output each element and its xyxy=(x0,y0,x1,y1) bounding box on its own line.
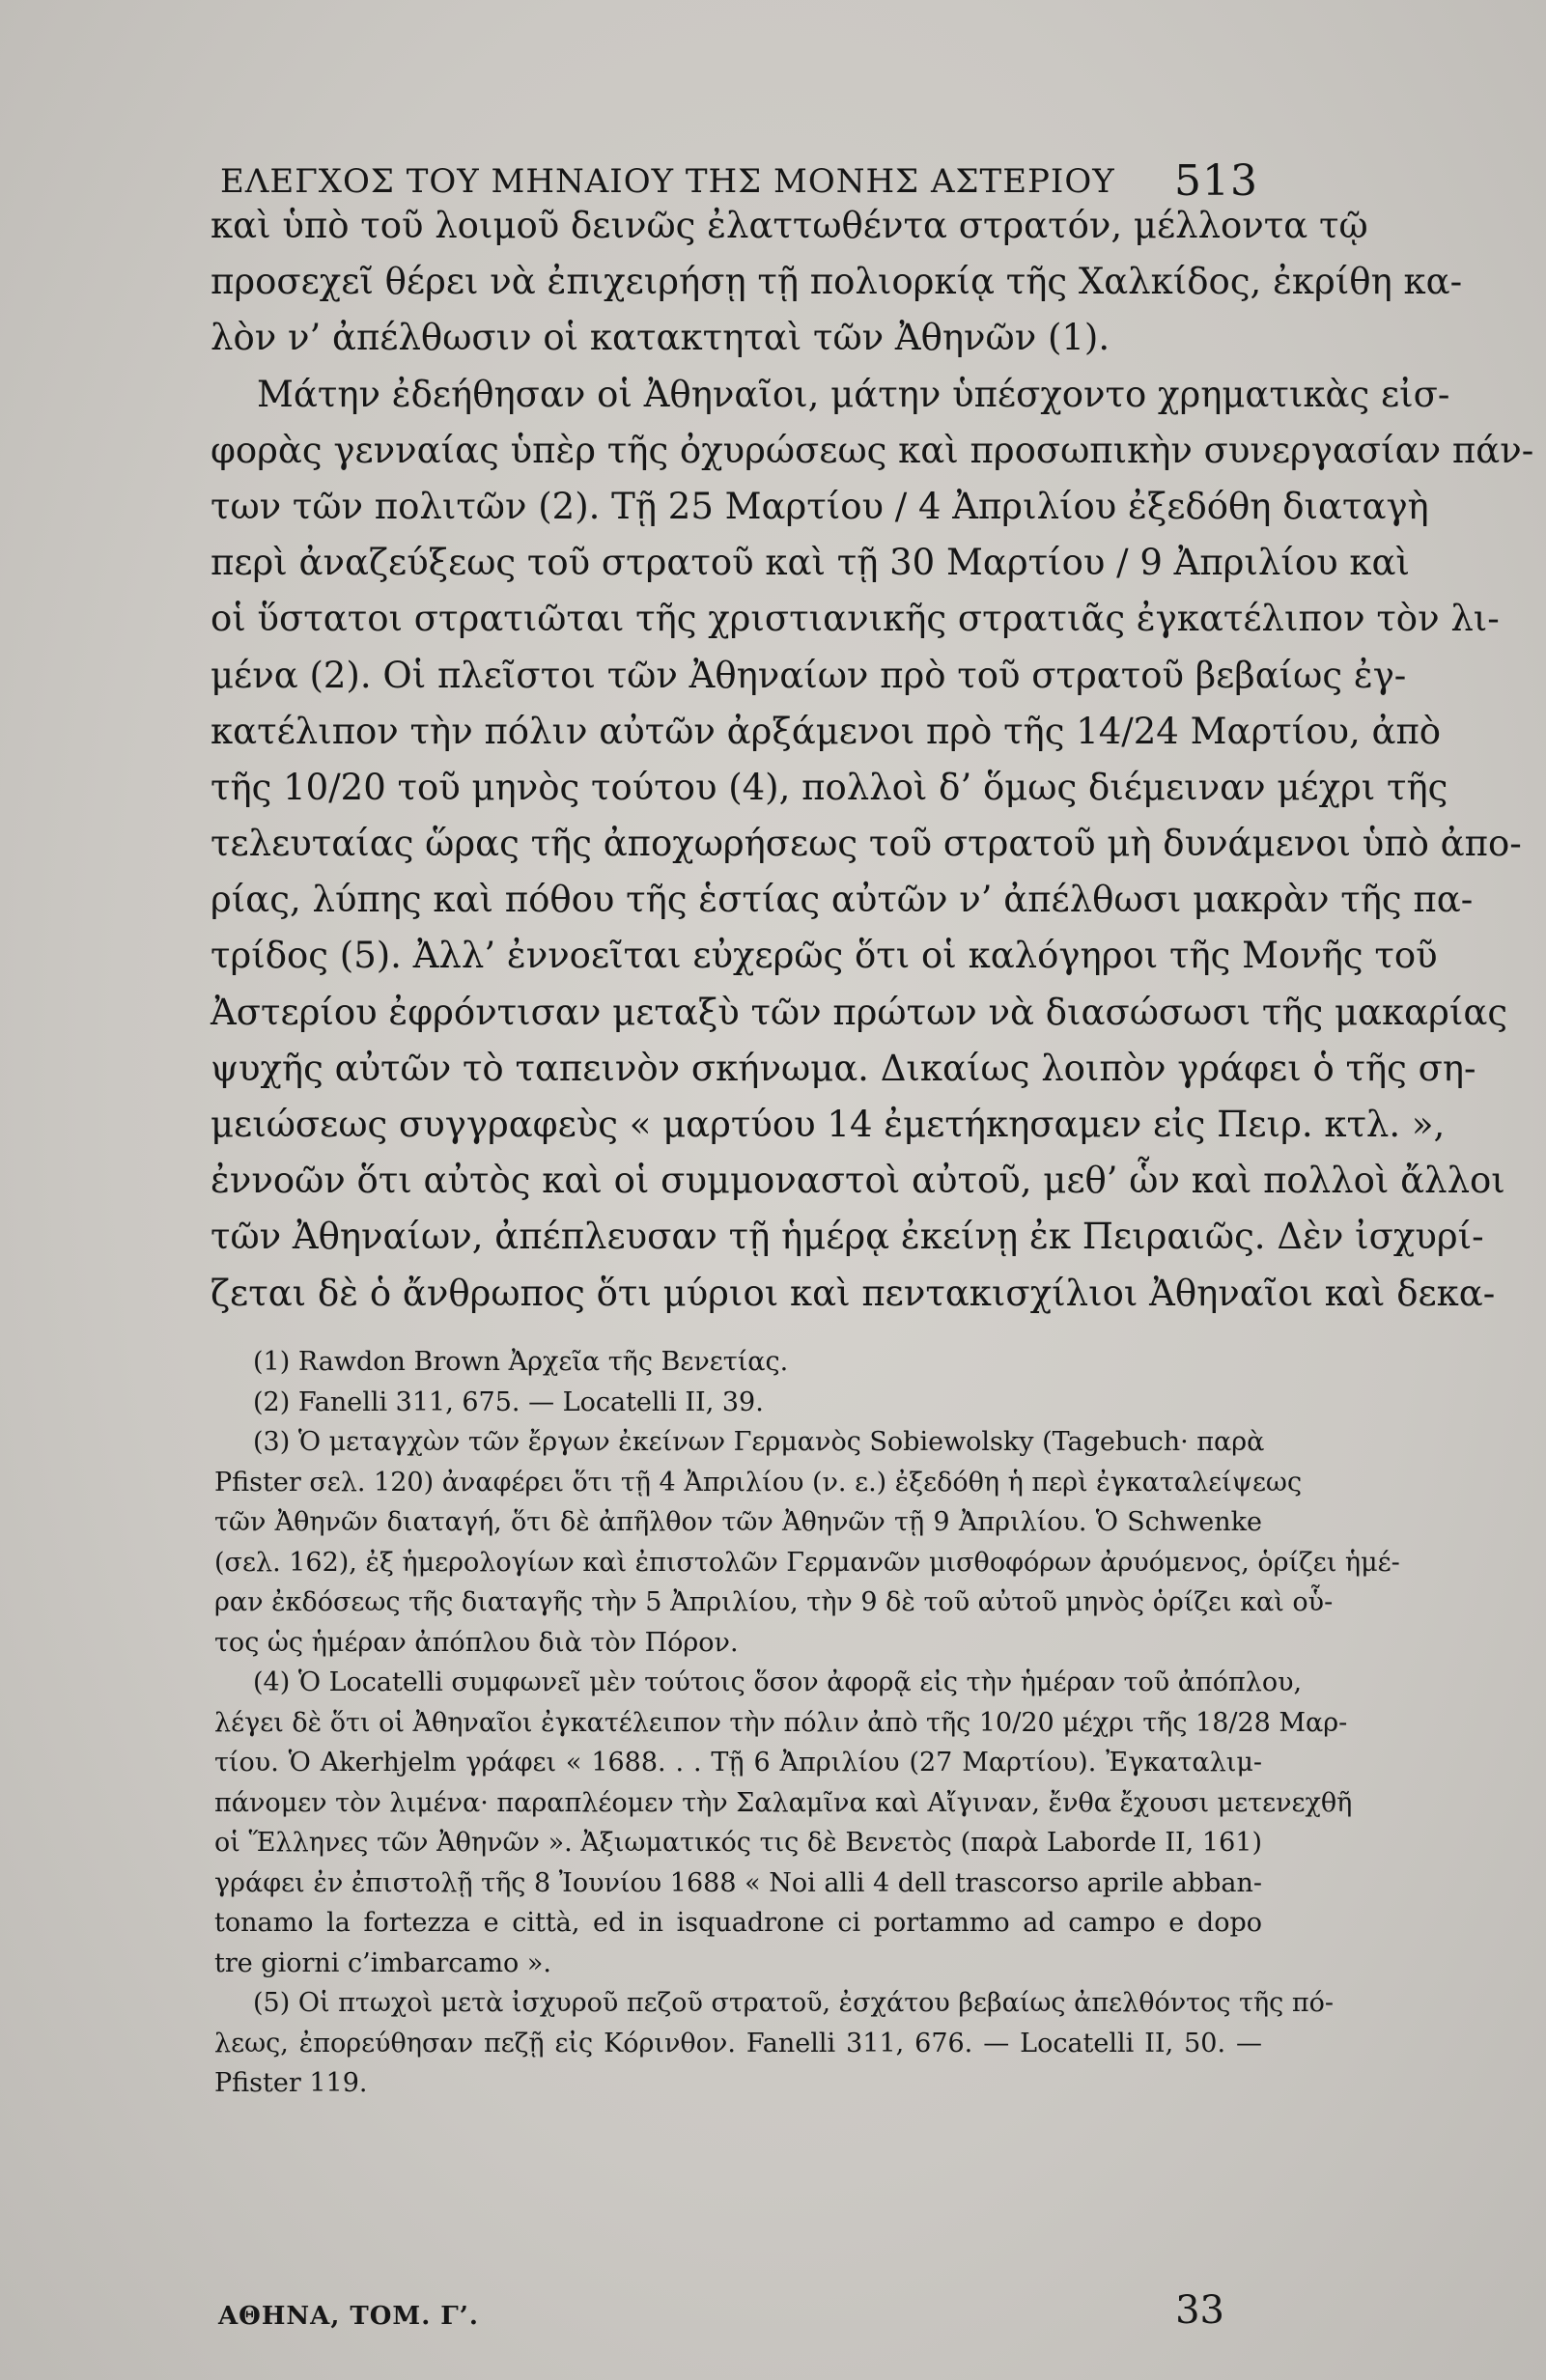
text-line: λὸν ν’ ἀπέλθωσιν οἱ κατακτηταὶ τῶν Ἀθηνῶν (1). xyxy=(211,317,1110,359)
text-line: ἐννοῶν ὅτι αὐτὸς καὶ οἱ συμμοναστοὶ αὐτοῦ, μεθ’ ὧν καὶ πολλοὶ ἄλλοι xyxy=(211,1160,1505,1202)
text-line: τῆς 10/20 τοῦ μηνὸς τούτου (4), πολλοὶ δ’ ὅμως διέμειναν μέχρι τῆς xyxy=(211,766,1448,808)
text-line: μένα (2). Οἱ πλεῖστοι τῶν Ἀθηναίων πρὸ τοῦ στρατοῦ βεβαίως ἐγ- xyxy=(211,654,1407,696)
text-line: προσεχεῖ θέρει νὰ ἐπιχειρήσῃ τῇ πολιορκίᾳ τῆς Χαλκίδος, ἐκρίθη κα- xyxy=(211,261,1463,303)
footnote-line: Pfister 119. xyxy=(214,2068,368,2098)
footnote-line: (2) Fanelli 311, 675. — Locatelli II, 39. xyxy=(253,1386,764,1417)
text-line: τελευταίας ὥρας τῆς ἀποχωρήσεως τοῦ στρατοῦ μὴ δυνάμενοι ὑπὸ ἀπο- xyxy=(211,823,1522,865)
footnote-line: λεως, ἐπορεύθησαν πεζῇ εἰς Κόρινθον. Fanelli 311, 676. — Locatelli II, 50. — xyxy=(214,2028,1262,2058)
text-line: τῶν Ἀθηναίων, ἀπέπλευσαν τῇ ἡμέρᾳ ἐκείνῃ ἐκ Πειραιῶς. Δὲν ἰσχυρί- xyxy=(211,1216,1484,1258)
text-line: των τῶν πολιτῶν (2). Τῇ 25 Μαρτίου / 4 Ἀπριλίου ἐξεδόθη διαταγὴ xyxy=(211,485,1429,527)
body-text xyxy=(211,198,1534,1322)
sheet-number: 33 xyxy=(1175,2288,1224,2333)
text-line: ψυχῆς αὐτῶν τὸ ταπεινὸν σκήνωμα. Δικαίως λοιπὸν γράφει ὁ τῆς ση- xyxy=(211,1047,1476,1089)
text-line: Μάτην ἐδεήθησαν οἱ Ἀθηναῖοι, μάτην ὑπέσχοντο χρηματικὰς εἰσ- xyxy=(257,373,1450,415)
text-line: ρίας, λύπης καὶ πόθου τῆς ἑστίας αὐτῶν ν’ ἀπέλθωσι μακρὰν τῆς πα- xyxy=(211,879,1474,921)
text-line: ζεται δὲ ὁ ἄνθρωπος ὅτι μύριοι καὶ πεντακισχίλιοι Ἀθηναῖοι καὶ δεκα- xyxy=(211,1272,1496,1314)
footnote-line: τίου. Ὁ Akerhjelm γράφει « 1688. . . Τῇ 6 Ἀπριλίου (27 Μαρτίου). Ἐγκαταλιμ- xyxy=(214,1748,1262,1778)
page-number: 513 xyxy=(1174,156,1258,206)
footnote-line: tonamo la fortezza e città, ed in isquadrone ci portammo ad campo e dopo xyxy=(214,1908,1262,1938)
footnotes xyxy=(214,1342,1400,2104)
footnote-line: (σελ. 162), ἐξ ἡμερολογίων καὶ ἐπιστολῶν Γερμανῶν μισθοφόρων ἀρυόμενος, ὁρίζει ἡμέ- xyxy=(214,1547,1400,1578)
text-line: κατέλιπον τὴν πόλιν αὐτῶν ἀρξάμενοι πρὸ τῆς 14/24 Μαρτίου, ἀπὸ xyxy=(211,710,1442,752)
footnote-line: λέγει δὲ ὅτι οἱ Ἀθηναῖοι ἐγκατέλειπον τὴν πόλιν ἀπὸ τῆς 10/20 μέχρι τῆς 18/28 Μαρ- xyxy=(214,1707,1348,1738)
footnote-line: οἱ Ἕλληνες τῶν Ἀθηνῶν ». Ἀξιωματικός τις δὲ Βενετὸς (παρὰ Laborde II, 161) xyxy=(214,1828,1262,1858)
footnote-line: (1) Rawdon Brown Ἀρχεῖα τῆς Βενετίας. xyxy=(253,1347,789,1377)
footnote-line: (4) Ὁ Locatelli συμφωνεῖ μὲν τούτοις ὅσον ἀφορᾷ εἰς τὴν ἡμέραν τοῦ ἀπόπλου, xyxy=(253,1667,1303,1697)
text-line: περὶ ἀναζεύξεως τοῦ στρατοῦ καὶ τῇ 30 Μαρτίου / 9 Ἀπριλίου καὶ xyxy=(211,542,1411,584)
text-line: οἱ ὕστατοι στρατιῶται τῆς χριστιανικῆς στρατιᾶς ἐγκατέλιπον τὸν λι- xyxy=(211,598,1500,640)
footnote-line: ραν ἐκδόσεως τῆς διαταγῆς τὴν 5 Ἀπριλίου, τὴν 9 δὲ τοῦ αὐτοῦ μηνὸς ὁρίζει καὶ οὗ- xyxy=(214,1587,1334,1617)
text-line: φορὰς γενναίας ὑπὲρ τῆς ὀχυρώσεως καὶ προσωπικὴν συνεργασίαν πάν- xyxy=(211,429,1534,471)
signature-mark: ΑΘΗΝΑ, ΤΟΜ. Γ’. xyxy=(218,2302,479,2331)
text-line: μειώσεως συγγραφεὺς « μαρτύου 14 ἐμετήκησαμεν εἰς Πειρ. κτλ. », xyxy=(211,1104,1446,1145)
text-line: τρίδος (5). Ἀλλ’ ἐννοεῖται εὐχερῶς ὅτι οἱ καλόγηροι τῆς Μονῆς τοῦ xyxy=(211,935,1438,977)
footnote-line: (3) Ὁ μεταγχὼν τῶν ἔργων ἐκείνων Γερμανὸς Sobiewolsky (Tagebuch· παρὰ xyxy=(253,1427,1265,1457)
footnote-line: tre giorni c’imbarcamo ». xyxy=(214,1947,551,1978)
text-line: καὶ ὑπὸ τοῦ λοιμοῦ δεινῶς ἐλαττωθέντα στρατόν, μέλλοντα τῷ xyxy=(211,205,1368,246)
footnote-line: τος ὡς ἡμέραν ἀπόπλου διὰ τὸν Πόρον. xyxy=(214,1627,739,1658)
running-title: ΕΛΕΓΧΟΣ ΤΟΥ ΜΗΝΑΙΟΥ ΤΗΣ ΜΟΝΗΣ ΑΣΤΕΡΙΟΥ xyxy=(220,162,1115,201)
footnote-line: Pfister σελ. 120) ἀναφέρει ὅτι τῇ 4 Ἀπριλίου (ν. ε.) ἐξεδόθη ἡ περὶ ἐγκαταλείψεως xyxy=(214,1467,1303,1498)
footnote-line: πάνομεν τὸν λιμένα· παραπλέομεν τὴν Σαλαμῖνα καὶ Αἴγιναν, ἔνθα ἔχουσι μετενεχθῆ xyxy=(214,1787,1353,1818)
page-footer xyxy=(218,2288,1261,2346)
footnote-line: (5) Οἱ πτωχοὶ μετὰ ἰσχυροῦ πεζοῦ στρατοῦ, ἐσχάτου βεβαίως ἀπελθόντος τῆς πό- xyxy=(253,1988,1334,2018)
footnote-line: τῶν Ἀθηνῶν διαταγή, ὅτι δὲ ἀπῆλθον τῶν Ἀθηνῶν τῇ 9 Ἀπριλίου. Ὁ Schwenke xyxy=(214,1507,1262,1537)
footnote-line: γράφει ἐν ἐπιστολῇ τῆς 8 Ἰουνίου 1688 « Noi alli 4 dell trascorso aprile abban- xyxy=(214,1867,1262,1898)
text-line: Ἀστερίου ἐφρόντισαν μεταξὺ τῶν πρώτων νὰ διασώσωσι τῆς μακαρίας xyxy=(211,991,1508,1033)
